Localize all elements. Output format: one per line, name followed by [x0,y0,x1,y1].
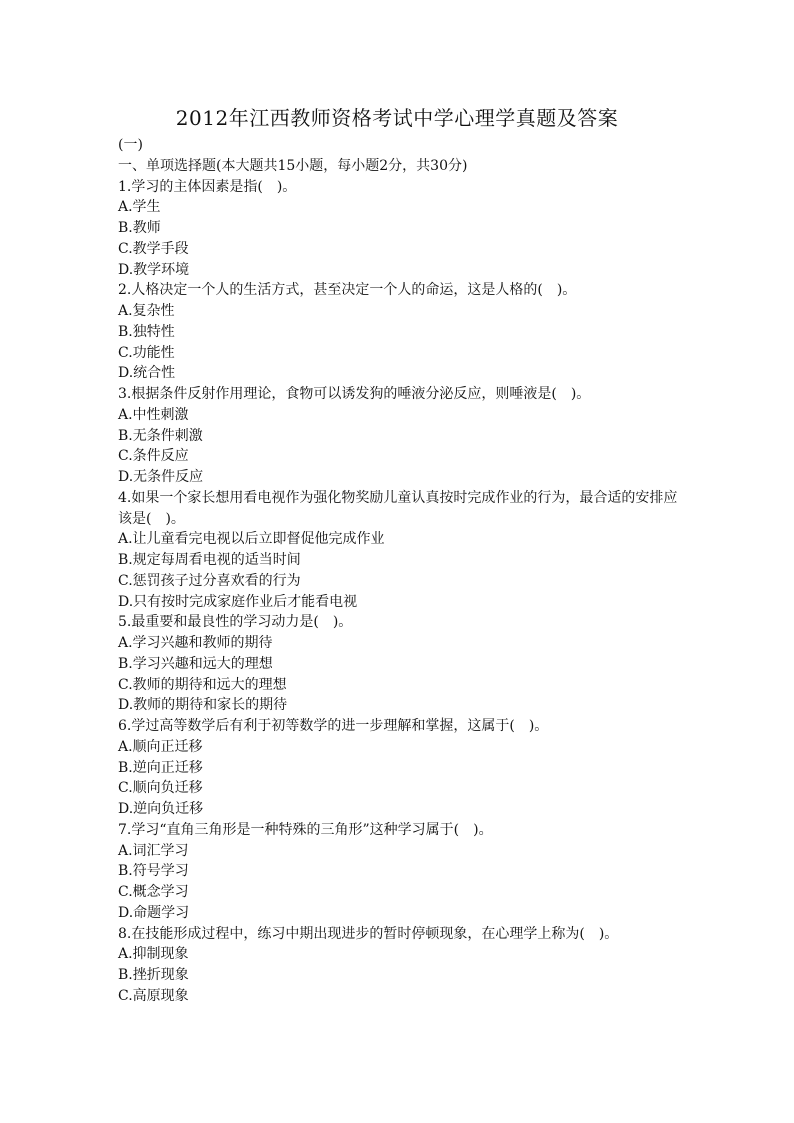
option-a: A.顺向正迁移 [118,738,203,755]
question-stem: 3.根据条件反射作用理论，食物可以诱发狗的唾液分泌反应，则唾液是( )。 [118,386,591,402]
option-a: A.学生 [118,199,161,216]
question-stem: 4.如果一个家长想用看电视作为强化物奖励儿童认真按时完成作业的行为，最合适的安排应该是( )。 [118,489,678,527]
option-b: B.无条件刺激 [118,427,203,444]
option-a: A.学习兴趣和教师的期待 [118,635,273,651]
option-c: C.惩罚孩子过分喜欢看的行为 [118,572,301,589]
option-list [118,841,678,924]
option-d: D.逆向负迁移 [118,801,204,817]
question-stem: 8.在技能形成过程中，练习中期出现进步的暂时停顿现象，在心理学上称为( )。 [118,925,619,942]
option-d: D.教学环境 [118,261,190,278]
option-d: D.教师的期待和家长的期待 [118,697,288,714]
option-c: C.教师的期待和远大的理想 [118,676,287,693]
option-list [118,405,678,488]
option-list [118,737,678,820]
option-b: B.规定每周看电视的适当时间 [118,552,301,568]
option-list [118,529,678,612]
option-a: A.中性刺激 [118,406,189,423]
question-6 [118,716,678,820]
option-b: B.逆向正迁移 [118,759,203,776]
option-b: B.独特性 [118,323,175,340]
option-d: D.命题学习 [118,904,190,921]
option-c: C.教学手段 [118,240,189,257]
question-stem: 5.最重要和最良性的学习动力是( )。 [118,614,353,631]
option-b: B.教师 [118,220,161,236]
question-8 [118,924,678,1007]
section-heading: 一、单项选择题(本大题共15小题，每小题2分，共30分) [118,157,468,174]
question-stem: 1.学习的主体因素是指( )。 [118,178,297,195]
question-stem: 7.学习“直角三角形是一种特殊的三角形”这种学习属于( )。 [118,821,493,838]
page-title: 2012年江西教师资格考试中学心理学真题及答案 [175,106,619,130]
option-b: B.学习兴趣和远大的理想 [118,655,273,672]
option-list [118,944,678,1006]
option-b: B.挫折现象 [118,967,189,983]
question-3 [118,384,678,488]
option-c: C.功能性 [118,344,175,361]
option-a: A.抑制现象 [118,946,189,963]
option-c: C.顺向负迁移 [118,780,203,797]
question-1 [118,177,678,281]
option-c: C.条件反应 [118,448,189,465]
question-2 [118,280,678,384]
option-c: C.高原现象 [118,987,189,1004]
question-7 [118,820,678,924]
option-list [118,301,678,384]
question-4 [118,488,678,613]
option-a: A.词汇学习 [118,842,189,859]
option-a: A.让儿童看完电视以后立即督促他完成作业 [118,531,385,548]
part-label: (一) [118,137,143,153]
question-stem: 6.学过高等数学后有利于初等数学的进一步理解和掌握，这属于( )。 [118,718,549,734]
option-c: C.概念学习 [118,884,189,900]
option-d: D.统合性 [118,365,176,382]
document-body [118,135,678,1007]
option-d: D.只有按时完成家庭作业后才能看电视 [118,593,358,610]
question-5 [118,612,678,716]
question-stem: 2.人格决定一个人的生活方式，甚至决定一个人的命运，这是人格的( )。 [118,282,577,299]
option-list [118,197,678,280]
option-d: D.无条件反应 [118,469,204,485]
option-b: B.符号学习 [118,863,189,880]
option-a: A.复杂性 [118,303,175,319]
option-list [118,633,678,716]
